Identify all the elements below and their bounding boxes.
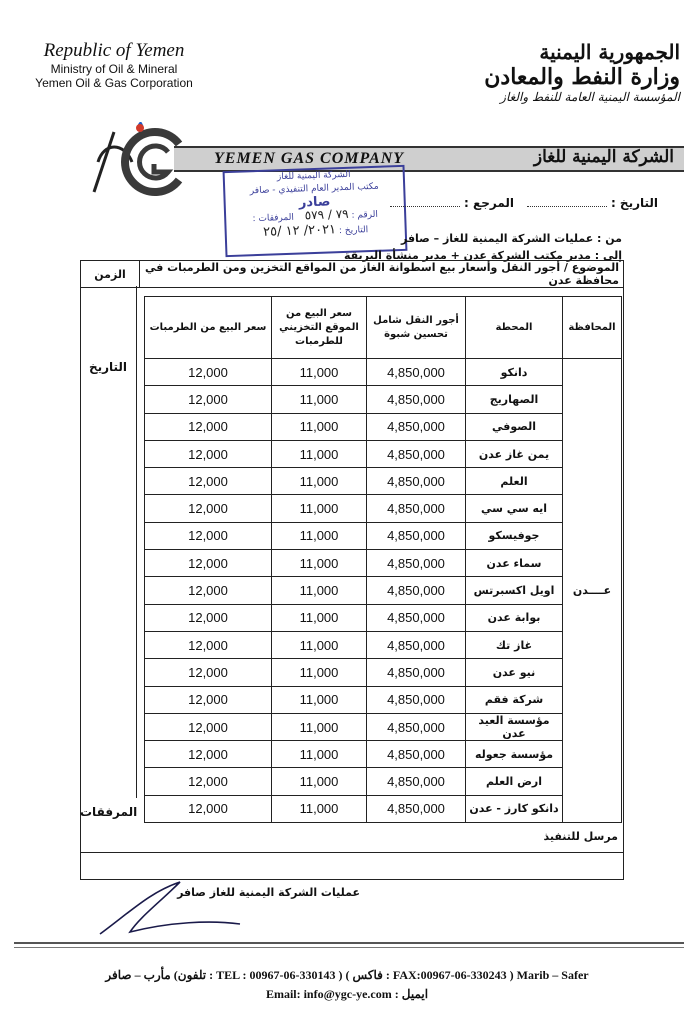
storage-cell: 11,000 — [272, 413, 367, 440]
station-cell: غاز تك — [466, 631, 563, 658]
pumps-cell: 12,000 — [145, 768, 272, 795]
side-date-label: التاريخ — [88, 360, 128, 374]
subject-row — [80, 260, 624, 288]
storage-cell: 11,000 — [272, 768, 367, 795]
storage-cell: 11,000 — [272, 659, 367, 686]
pumps-cell: 12,000 — [145, 631, 272, 658]
table-header-row — [145, 297, 622, 359]
table-row — [145, 495, 622, 522]
outgoing-stamp — [223, 165, 408, 257]
english-letterhead — [14, 40, 214, 90]
storage-cell: 11,000 — [272, 604, 367, 631]
pumps-cell: 12,000 — [145, 686, 272, 713]
table-row — [145, 577, 622, 604]
station-cell: جوفيسكو — [466, 522, 563, 549]
storage-cell: 11,000 — [272, 577, 367, 604]
transport-cell: 4,850,000 — [367, 686, 466, 713]
ministry-title-en: Ministry of Oil & Mineral — [50, 62, 178, 76]
republic-title-ar: الجمهورية اليمنية — [539, 40, 680, 64]
transport-cell: 4,850,000 — [367, 440, 466, 467]
table-row — [145, 604, 622, 631]
signature — [90, 872, 290, 942]
storage-cell: 11,000 — [272, 468, 367, 495]
time-label: الزمن — [81, 261, 140, 288]
table-row — [145, 795, 622, 822]
governorate-cell: عــــدن — [563, 359, 622, 823]
company-logo — [84, 122, 194, 202]
pumps-cell: 12,000 — [145, 468, 272, 495]
side-attachments-label: المرفقات — [80, 805, 138, 819]
footer-rule-top — [14, 942, 684, 944]
table-row — [145, 386, 622, 413]
transport-cell: 4,850,000 — [367, 413, 466, 440]
to-line: إلى : مدير مكتب الشركة عدن + مدير منشأة البريقة — [343, 249, 622, 262]
transport-cell: 4,850,000 — [367, 768, 466, 795]
col-station: المحطة — [466, 297, 563, 359]
sent-for-execution: مرسل للتنفيذ — [543, 830, 618, 843]
station-cell: بوابة عدن — [466, 604, 563, 631]
stamp-outgoing: صادر — [298, 194, 331, 211]
station-cell: الصوفي — [466, 413, 563, 440]
transport-cell: 4,850,000 — [367, 522, 466, 549]
table-row — [145, 686, 622, 713]
station-cell: ايه سي سي — [466, 495, 563, 522]
table-row — [145, 440, 622, 467]
from-line: من : عمليات الشركة اليمنية للغاز – صافر — [401, 232, 622, 245]
pumps-cell: 12,000 — [145, 713, 272, 740]
col-transport: أجور النقل شامل تحسين شبوة — [367, 297, 466, 359]
pumps-cell: 12,000 — [145, 440, 272, 467]
transport-cell: 4,850,000 — [367, 604, 466, 631]
transport-cell: 4,850,000 — [367, 386, 466, 413]
station-cell: مؤسسة جعوله — [466, 741, 563, 768]
pumps-cell: 12,000 — [145, 413, 272, 440]
station-cell: دانكو — [466, 359, 563, 386]
ministry-title-ar: وزارة النفط والمعادن — [484, 64, 680, 90]
corporation-title-ar: المؤسسة اليمنية العامة للنفط والغاز — [500, 90, 680, 104]
stamp-number: ٧٩ / ٥٧٩ — [304, 206, 349, 223]
table-row — [145, 359, 622, 386]
pumps-cell: 12,000 — [145, 659, 272, 686]
storage-cell: 11,000 — [272, 795, 367, 822]
table-bottom-divider — [80, 852, 624, 853]
station-cell: اويل اكسبرتس — [466, 577, 563, 604]
storage-cell: 11,000 — [272, 631, 367, 658]
table-row — [145, 713, 622, 740]
col-governorate: المحافظة — [563, 297, 622, 359]
pumps-cell: 12,000 — [145, 386, 272, 413]
col-pumps: سعر البيع من الطرمبات — [145, 297, 272, 359]
transport-cell: 4,850,000 — [367, 468, 466, 495]
banner-title-ar: الشركة اليمنية للغاز — [533, 147, 674, 167]
storage-cell: 11,000 — [272, 522, 367, 549]
storage-cell: 11,000 — [272, 440, 367, 467]
pumps-cell: 12,000 — [145, 359, 272, 386]
reference-field — [390, 196, 514, 210]
date-field — [527, 196, 658, 210]
storage-cell: 11,000 — [272, 550, 367, 577]
footer-rule-bottom — [14, 947, 684, 948]
corporation-title-en: Yemen Oil & Gas Corporation — [35, 76, 193, 90]
storage-cell: 11,000 — [272, 386, 367, 413]
station-cell: سماء عدن — [466, 550, 563, 577]
transport-cell: 4,850,000 — [367, 550, 466, 577]
stamp-date-label: التاريخ : — [338, 225, 369, 237]
station-cell: العلم — [466, 468, 563, 495]
footer-phone-fax: مأرب – صافر (تلفون : TEL : 00967-06-330143 ) ( فاكس : FAX:00967-06-330243 ) Marib – Safer — [105, 968, 589, 982]
pumps-cell: 12,000 — [145, 741, 272, 768]
storage-cell: 11,000 — [272, 359, 367, 386]
table-row — [145, 413, 622, 440]
col-storage: سعر البيع من الموقع التخزيني للطرمبات — [272, 297, 367, 359]
station-cell: مؤسسة العيد عدن — [466, 713, 563, 740]
storage-cell: 11,000 — [272, 686, 367, 713]
storage-cell: 11,000 — [272, 741, 367, 768]
stamp-company: الشركة اليمنية للغاز — [276, 169, 351, 183]
station-cell: نيو عدن — [466, 659, 563, 686]
signature-org: عمليات الشركة اليمنية للغاز صافر — [177, 886, 360, 899]
table-row — [145, 659, 622, 686]
pumps-cell: 12,000 — [145, 495, 272, 522]
table-row — [145, 768, 622, 795]
transport-cell: 4,850,000 — [367, 659, 466, 686]
reference-label: المرجع : — [464, 196, 514, 210]
transport-cell: 4,850,000 — [367, 495, 466, 522]
arabic-letterhead — [430, 40, 680, 104]
subject-text: الموضوع / أجور النقل وأسعار بيع اسطوانة الغاز من المواقع التخزين ومن الطرمبات في محافظة عدن — [140, 261, 624, 288]
pumps-cell: 12,000 — [145, 522, 272, 549]
table-row — [145, 522, 622, 549]
pumps-cell: 12,000 — [145, 795, 272, 822]
station-cell: ارض العلم — [466, 768, 563, 795]
station-cell: يمن غاز عدن — [466, 440, 563, 467]
stamp-date: ٢٠٢١/ ١٢ /٢٥ — [262, 222, 337, 240]
transport-cell: 4,850,000 — [367, 713, 466, 740]
republic-title-en: Republic of Yemen — [43, 40, 185, 61]
table-row — [145, 550, 622, 577]
pumps-cell: 12,000 — [145, 550, 272, 577]
footer-email: Email: info@ygc-ye.com : ايميل — [265, 987, 429, 1001]
station-cell: الصهاريج — [466, 386, 563, 413]
price-table — [144, 296, 622, 823]
table-row — [145, 468, 622, 495]
transport-cell: 4,850,000 — [367, 359, 466, 386]
stamp-attachments-label: المرفقات : — [252, 212, 295, 225]
pumps-cell: 12,000 — [145, 604, 272, 631]
storage-cell: 11,000 — [272, 713, 367, 740]
transport-cell: 4,850,000 — [367, 795, 466, 822]
footer-contact — [14, 968, 680, 1002]
table-row — [145, 741, 622, 768]
transport-cell: 4,850,000 — [367, 741, 466, 768]
stamp-office: مكتب المدير العام التنفيذي - صافر — [249, 181, 379, 197]
storage-cell: 11,000 — [272, 495, 367, 522]
station-cell: شركة فقم — [466, 686, 563, 713]
transport-cell: 4,850,000 — [367, 577, 466, 604]
stamp-number-label: الرقم : — [351, 209, 379, 221]
pumps-cell: 12,000 — [145, 577, 272, 604]
transport-cell: 4,850,000 — [367, 631, 466, 658]
station-cell: دانكو كارز - عدن — [466, 795, 563, 822]
table-row — [145, 631, 622, 658]
banner-title-en: YEMEN GAS COMPANY — [214, 150, 405, 167]
date-label: التاريخ : — [610, 196, 658, 210]
